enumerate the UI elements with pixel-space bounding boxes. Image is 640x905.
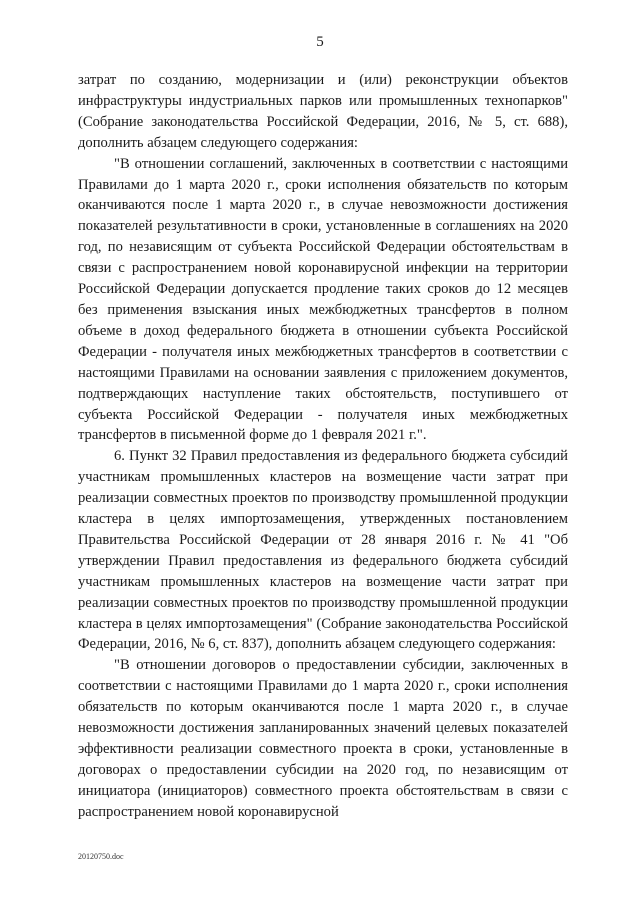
paragraph-continuation: затрат по созданию, модернизации и (или) реконструкции объектов инфраструктуры индустриальных парков или промышленных технопарков" (Собрание законодательства Российской Федерации, 2016, № 5, ст. 688), дополнить абзацем следующего содержания:	[78, 72, 568, 151]
document-body	[78, 70, 568, 823]
paragraph-item-6: 6. Пункт 32 Правил предоставления из федерального бюджета субсидий участникам промышленных кластеров на возмещение части затрат при реализации совместных проектов по производству промышленной продукции кластера в целях импортозамещения, утвержденных постановлением Правительства Российской Федерации от 28 января 2016 г. № 41 "Об утверждении Правил предоставления из федерального бюджета субсидий участникам промышленных кластеров на возмещение части затрат при реализации совместных проектов по производству промышленной продукции кластера в целях импортозамещения" (Собрание законодательства Российской Федерации, 2016, № 6, ст. 837), дополнить абзацем следующего содержания:	[78, 448, 568, 653]
paragraph-quote-contracts: "В отношении договоров о предоставлении субсидии, заключенных в соответствии с настоящими Правилами до 1 марта 2020 г., сроки исполнения обязательств по которым оканчиваются после 1 марта 2020 г., в случае невозможности достижения запланированных значений целевых показателей эффективности реализации совместного проекта в сроки, установленные в договорах о предоставлении субсидии на 2020 год, по независящим от инициатора (инициаторов) совместного проекта обстоятельствам в связи с распространением новой коронавирусной	[78, 657, 568, 820]
document-file-code: 20120750.doc	[78, 852, 124, 861]
paragraph-quote-agreements: "В отношении соглашений, заключенных в соответствии с настоящими Правилами до 1 марта 2020 г., сроки исполнения обязательств по которым оканчиваются после 1 марта 2020 г., в случае невозможности достижения показателей результативности в сроки, установленные в соглашениях на 2020 год, по независящим от субъекта Российской Федерации обстоятельствам в связи с распространением новой коронавирусной инфекции на территории Российской Федерации допускается продление таких сроков до 12 месяцев без применения взыскания иных межбюджетных трансфертов в полном объеме в доход федерального бюджета в отношении субъекта Российской Федерации - получателя иных межбюджетных трансфертов в соответствии с настоящими Правилами на основании заявления с приложением документов, подтверждающих наступление таких обстоятельств, поступившего от субъекта Российской Федерации - получателя иных межбюджетных трансфертов в письменной форме до 1 февраля 2021 г.".	[78, 155, 568, 444]
page-number: 5	[316, 34, 324, 50]
